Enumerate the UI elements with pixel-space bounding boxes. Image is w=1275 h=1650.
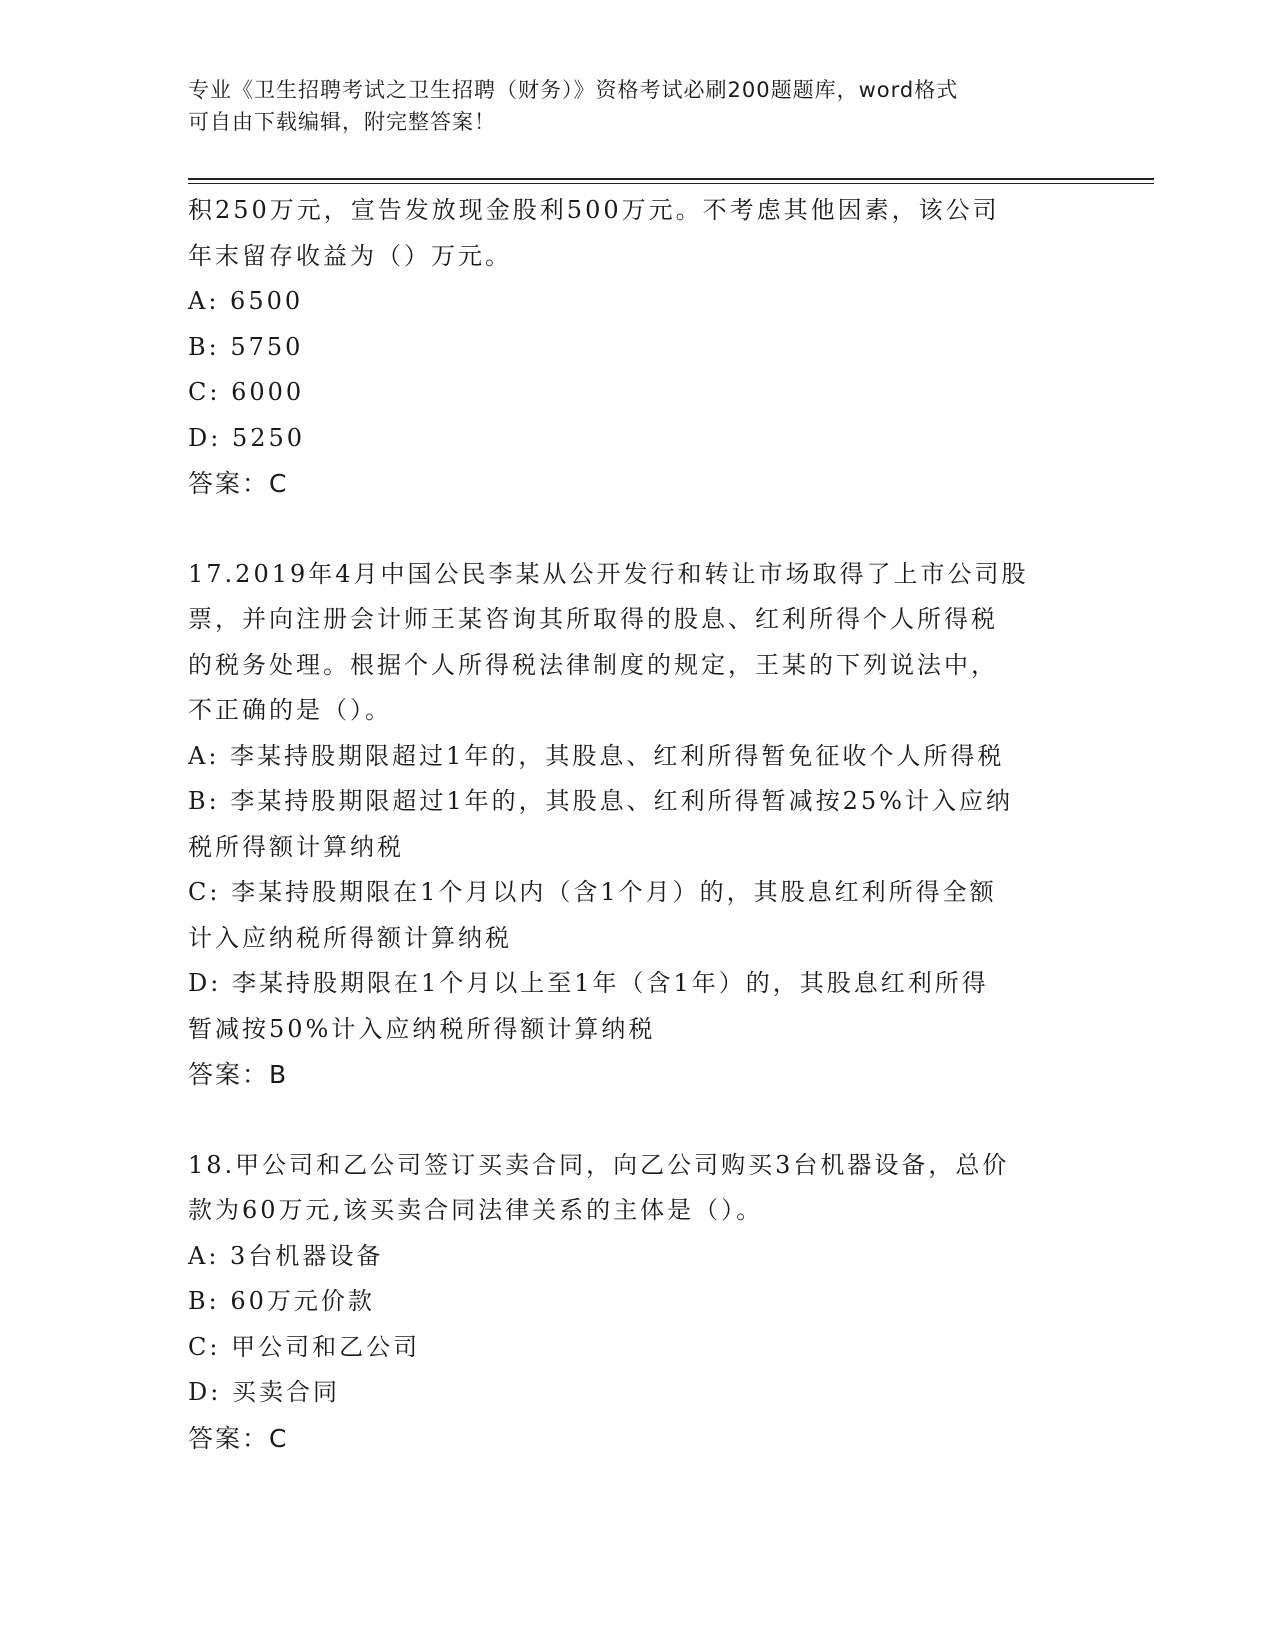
header-title-line-1: 专业《卫生招聘考试之卫生招聘（财务）》资格考试必刷200题题库，word格式 [188,78,959,102]
question-text-line: 的税务处理。根据个人所得税法律制度的规定，王某的下列说法中， [188,650,998,679]
question-text-line: 不正确的是（）。 [188,696,392,724]
question-text-line: 18.甲公司和乙公司签订买卖合同，向乙公司购买3台机器设备，总价 [188,1150,1010,1179]
option-d-continued: 暂减按50%计入应纳税所得额计算纳税 [188,1014,656,1043]
question-17 [188,552,1088,1098]
option-c: C: 6000 [188,378,305,406]
option-b: B: 5750 [188,332,304,361]
header-divider-thin [188,183,1154,184]
document-body [188,188,1088,1461]
question-16 [188,188,1088,507]
question-text-line: 积250万元，宣告发放现金股利500万元。不考虑其他因素，该公司 [188,196,1000,224]
header-title-line-2: 可自由下载编辑，附完整答案！ [188,110,496,134]
option-a: A: 6500 [188,287,304,315]
option-b-continued: 税所得额计算纳税 [188,832,404,861]
option-b: B: 李某持股期限超过1年的，其股息、红利所得暂减按25%计入应纳 [188,787,1013,815]
document-header [188,74,1068,138]
option-d: D: 李某持股期限在1个月以上至1年（含1年）的，其股息红利所得 [188,969,989,997]
option-b: B: 60万元价款 [188,1287,375,1315]
option-d: D: 5250 [188,423,306,452]
question-text-line: 票，并向注册会计师王某咨询其所取得的股息、红利所得个人所得税 [188,605,998,633]
answer-line: 答案：C [188,1423,289,1453]
option-c: C: 李某持股期限在1个月以内（含1个月）的，其股息红利所得全额 [188,878,997,906]
option-a: A: 李某持股期限超过1年的，其股息、红利所得暂免征收个人所得税 [188,741,1005,770]
answer-line: 答案：B [188,1060,289,1089]
question-spacer [188,1098,1088,1143]
option-a: A: 3台机器设备 [188,1241,384,1270]
option-d: D: 买卖合同 [188,1378,340,1406]
header-divider-thick [188,178,1154,180]
question-text-line: 款为60万元,该买卖合同法律关系的主体是（）。 [188,1196,764,1224]
question-text-line: 年末留存收益为（）万元。 [188,241,512,270]
answer-line: 答案：C [188,469,289,498]
question-text-line: 17.2019年4月中国公民李某从公开发行和转让市场取得了上市公司股 [188,559,1029,588]
question-18 [188,1143,1088,1462]
question-spacer [188,507,1088,552]
option-c-continued: 计入应纳税所得额计算纳税 [188,923,512,952]
option-c: C: 甲公司和乙公司 [188,1332,421,1361]
